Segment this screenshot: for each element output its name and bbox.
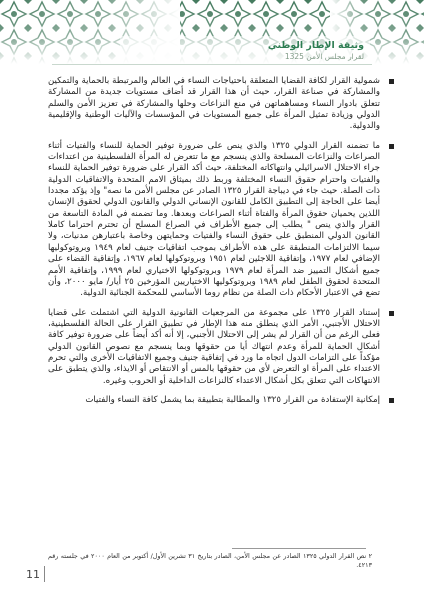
- paragraph-text: إستناد القرار ١٣٢٥ على مجموعة من المرجعيات القانونية الدولية التي اشتملت على قضايا الاحتلال الأجنبي، الأمر الذي ينطلق منه هذا الإطار في تطبيق القرار على الحالة الفلسطينية، فعلى الرغم من أن القرار لم يشر إلى الاحتلال الأجنبي، إلا أنه أكد أيضاً على ضرورة توفير كافة أشكال الحماية للمرأة وعدم انتهاك أيا من حقوقها وبما ينسجم مع نصوص القانون الدولي مؤكداً على التزامات الدول اتجاه ما ورد في إتفاقية جنيف وجميع الاتفاقيات الأخرى والتي تحرم الاعتداء على المرأة او التعرض لأي من حقوقها بالمس أو الانتقاص أو الايذاء، والذي يتطبق على الانتهاكات التي تتعلق بكل أشكال الاعتداء كالنزاعات الداخلية أو الحروب وغيره.: [48, 307, 380, 386]
- footnote-divider: [232, 548, 366, 549]
- paragraph-text: شمولية القرار لكافة القضايا المتعلقة باحتياجات النساء في العالم والمرتبطة بالحماية والتمكين والمشاركة في صناعة القرار، حيث أن هذا القرار قد أضاف مستويات جديدة من المشاركة تتعلق بادوار النساء ومساهماتهن في منع النزاعات وحلها والمشاركة في تعزيز الأمن والسلم الدولي وزيادة تمثيل المرأة على جميع المستويات في المؤسسات والآليات الوطنية والإقليمية والدولية.: [48, 76, 380, 132]
- header-subtitle: لقرار مجلس الأمن 1325: [284, 52, 364, 61]
- bullet-square-icon: [389, 144, 394, 149]
- bullet-square-icon: [389, 79, 394, 84]
- body-content: [48, 76, 380, 414]
- header-title: وثيقة الإطار الوطني: [267, 40, 364, 51]
- bullet-paragraph: [48, 76, 380, 133]
- header-divider: [52, 64, 372, 65]
- footnote: ٢ نص القرار الدولي ١٣٢٥ الصادر عن مجلس الأمن، الصادر بتاريخ ٣١ تشرين الأول/ أكتوبر من العام ٢٠٠٠ في جلسته رقم ٤٢١٣.: [48, 552, 372, 569]
- header-band: [0, 0, 424, 64]
- bullet-paragraph: [48, 395, 380, 406]
- bullet-square-icon: [389, 311, 394, 316]
- bullet-paragraph: [48, 141, 380, 300]
- paragraph-text: ما تضمنه القرار الدولي ١٣٢٥ والذي ينص على ضرورة توفير الحماية للنساء والفتيات أثناء الصراعات والنزاعات المسلحة والذي ينسجم مع ما تتعرض له المرأة الفلسطينية من اعتداءات جراء الاحتلال الاسرائيلي وانتهاكاته المختلفة، حيث أكد القرار على ضرورة توفير الحماية للنساء والفتيات واحترام حقوق النساء المختلفة وربط ذلك بميثاق الامم المتحدة والاتفاقيات الدولية ذات الصلة. حيث جاء في ديباجة القرار ١٣٢٥ الصادر عن مجلس الأمن ما نصه" وإذ يؤكد مجددا أيضا على الحاجة إلى التطبيق الكامل للقانون الإنساني الدولي والقانون الدولي لحقوق الإنسان اللذين يحميان حقوق المرأة والفتاة أثناء الصراعات وبعدها. وما تضمنه في المادة التاسعة من القرار والذي ينص " يطلب إلى جميع الأطراف في الصراع المسلح أن تحترم احتراما كاملا القانون الدولي المنطبق على حقوق النساء والفتيات وحمايتهن وخاصة باعتبارهن مدنيات، ولا سيما الالتزامات المنطبقة على هذه الأطراف بموجب اتفاقيات جنيف لعام ١٩٤٩ وبروتوكوليها الإضافي لعام ١٩٧٧، وإتفاقية اللاجئين لعام ١٩٥١ وبروتوكولها لعام ١٩٦٧، وإتفاقية القضاء على جميع أشكال التمييز ضد المرأة لعام ١٩٧٩ وبروتوكولها الاختياري لعام ١٩٩٩، وإتفاقية الأمم المتحدة لحقوق الطفل لعام ١٩٨٩ وبروتوكوليها الاختياريين المؤرخين ٢٥ أيار/ مايو ٢٠٠٠، وأن تضع في الاعتبار الأحكام ذات الصلة من نظام روما الأساسي للمحكمة الجنائية الدولية.: [48, 140, 380, 299]
- bullet-square-icon: [389, 398, 394, 403]
- page-number: 11: [26, 568, 40, 581]
- page-number-divider: [44, 566, 45, 582]
- paragraph-text: إمكانية الإستفادة من القرار ١٣٢٥ والمطالبة بتطبيقة بما يشمل كافة النساء والفتيات: [85, 394, 380, 405]
- bullet-paragraph: [48, 308, 380, 387]
